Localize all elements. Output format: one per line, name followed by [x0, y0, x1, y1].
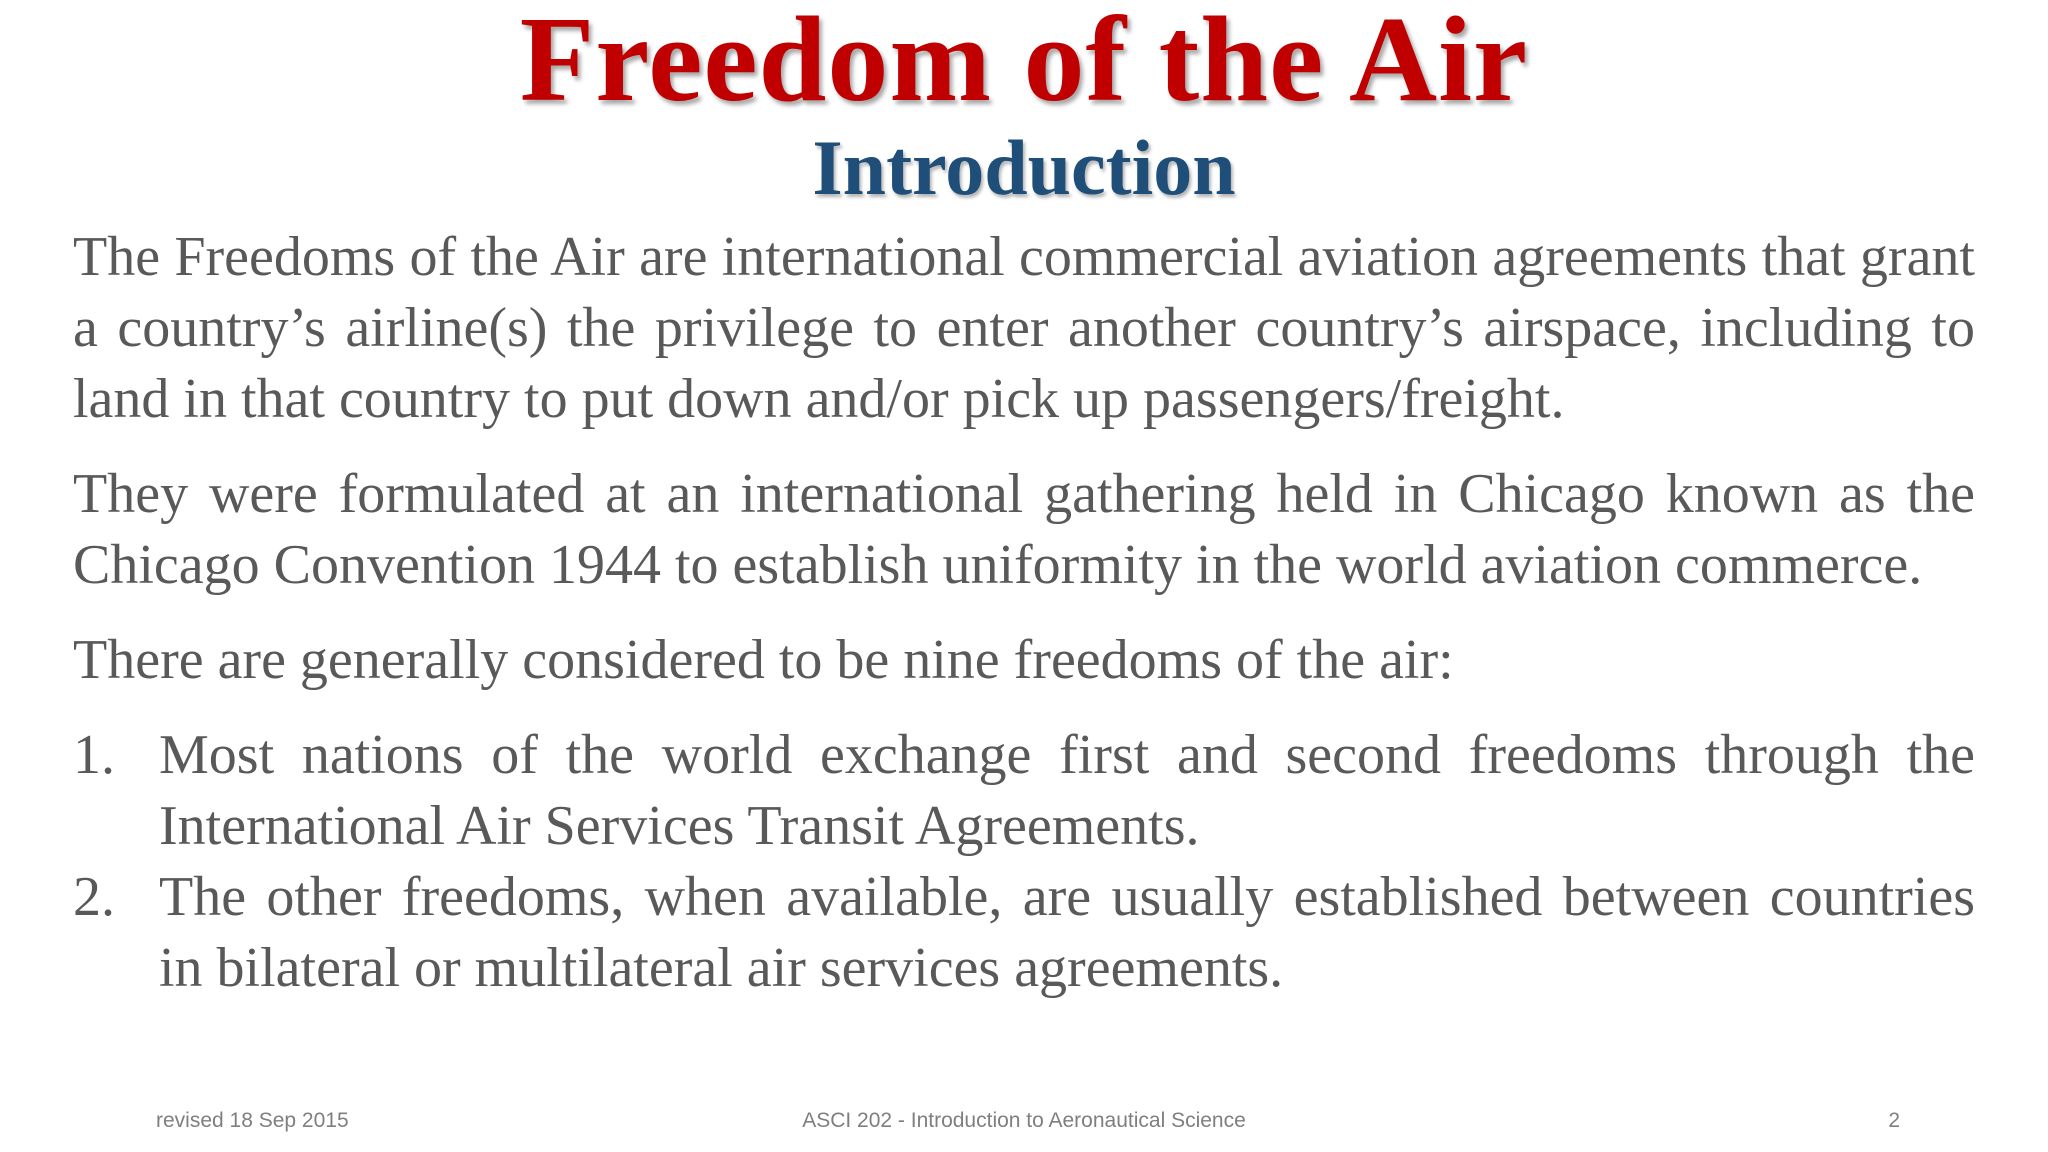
list-item-number: 2.	[73, 866, 115, 928]
body-paragraph: They were formulated at an international gathering held in Chicago known as the Chicago Convention 1944 to establish uniformity in the world aviation commerce.	[73, 463, 1975, 596]
list-item	[73, 720, 1975, 862]
footer-date: revised 18 Sep 2015	[156, 1109, 349, 1132]
list-item-text: The other freedoms, when available, are usually established between countries in bilateral or multilateral air services agreements.	[159, 866, 1975, 999]
footer-course: ASCI 202 - Introduction to Aeronautical Science	[802, 1109, 1246, 1132]
slide-subtitle: Introduction	[812, 124, 1236, 211]
numbered-list	[73, 720, 1975, 1004]
slide-body	[73, 222, 1975, 1004]
list-item	[73, 862, 1975, 1004]
footer-page-number: 2	[1888, 1109, 1900, 1132]
body-paragraph: There are generally considered to be nine freedoms of the air:	[73, 629, 1454, 691]
body-paragraph: The Freedoms of the Air are international commercial aviation agreements that grant a country’s airline(s) the privilege to enter another country’s airspace, including to land in that country to put down and/or pick up passengers/freight.	[73, 226, 1975, 430]
slide-title: Freedom of the Air	[519, 0, 1529, 127]
list-item-number: 1.	[73, 724, 115, 786]
list-item-text: Most nations of the world exchange first and second freedoms through the International Air Services Transit Agreements.	[159, 724, 1975, 857]
